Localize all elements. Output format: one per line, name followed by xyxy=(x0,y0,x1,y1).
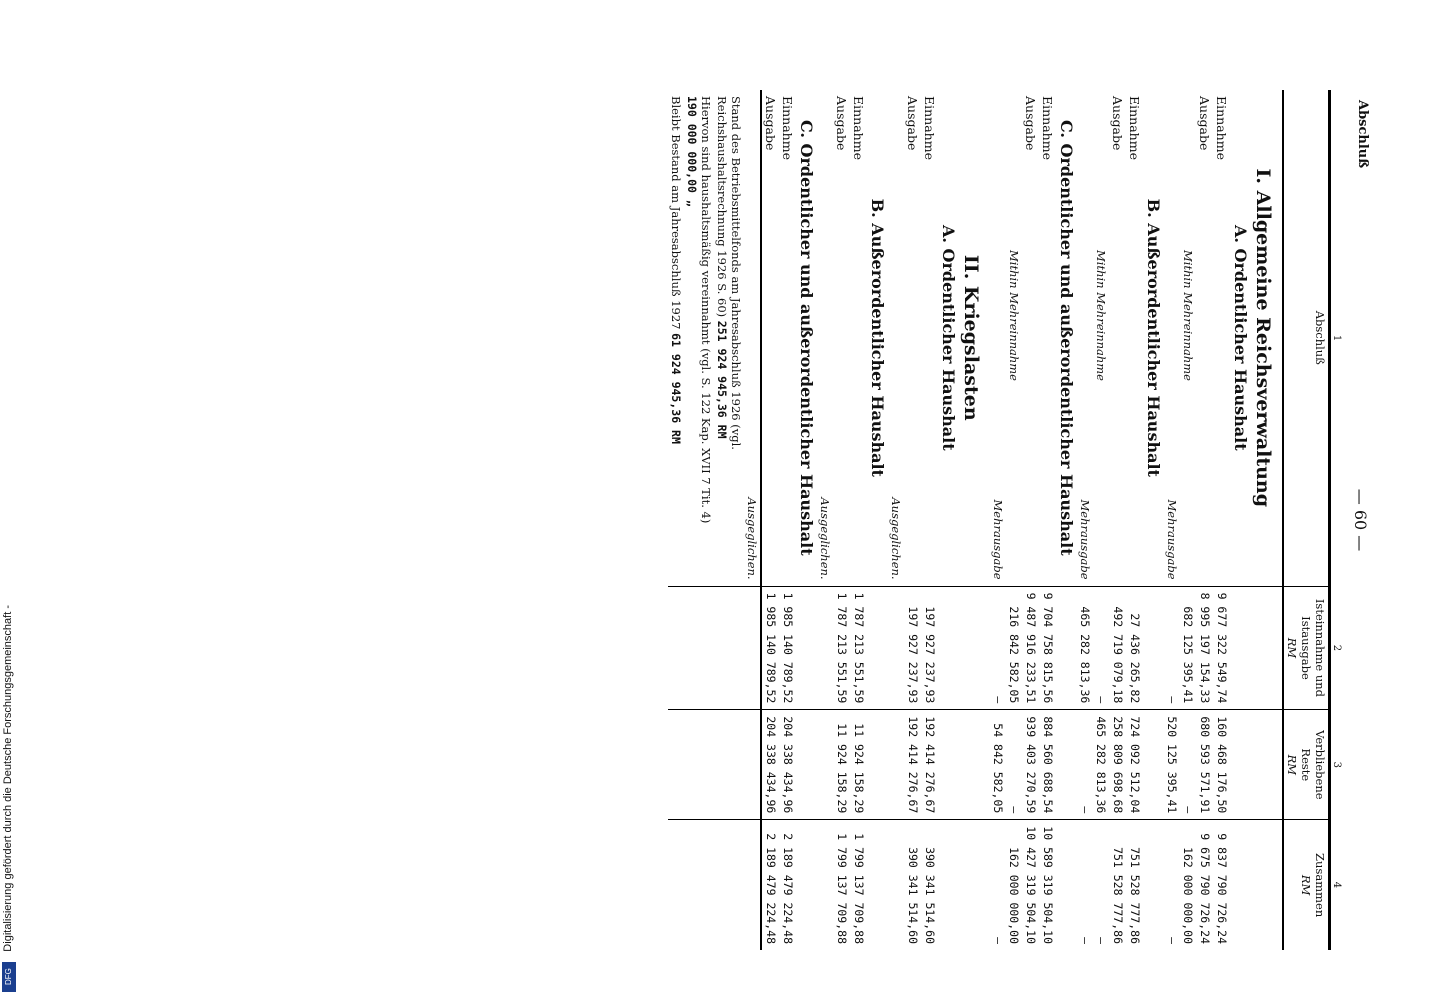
subsection-title: A. Ordentlicher Haushalt xyxy=(939,224,958,451)
table-row: Ausgabe 1 787 213 551,59 11 924 158,29 1 799 137 709,88 xyxy=(833,90,850,950)
col-header-zusammen: Zusammen RM xyxy=(1283,820,1330,950)
col-number-1: 1 xyxy=(1331,334,1342,342)
table-row: Mithin Mehreinnahme 216 842 582,05 — 162 000 000,00 xyxy=(1006,90,1022,950)
subsection-title: B. Außerordentlicher Haushalt xyxy=(1144,198,1163,477)
abschluss-table xyxy=(668,90,1342,950)
rotated-page xyxy=(124,90,1370,950)
table-row: Ausgabe 492 719 079,18 258 809 698,68 751 528 777,86 xyxy=(1109,90,1126,950)
dfg-logo: DFG xyxy=(2,962,16,992)
subsection-title: A. Ordentlicher Haushalt xyxy=(1231,224,1250,451)
balanced-note: Ausgeglichen. xyxy=(889,497,903,580)
section-title: I. Allgemeine Reichsverwaltung xyxy=(1252,168,1274,508)
footer-row: Stand des Betriebsmittelfonds am Jahresabschluß 1926 (vgl. Reichshaushaltsrechnung 1926 S. 60) 251 924 945,36 RM xyxy=(714,90,744,950)
table-row: Mehrausgabe — 54 842 582,05 — xyxy=(990,90,1006,950)
table-row: Einnahme 1 985 140 789,52 204 338 434,96 2 189 479 224,48 xyxy=(779,90,796,950)
page xyxy=(98,70,1390,970)
table-row: Einnahme 27 436 265,82 724 092 512,04 751 528 777,86 xyxy=(1126,90,1143,950)
balanced-note: Ausgeglichen. xyxy=(818,497,832,580)
col-header-abschluss: Abschluß xyxy=(1283,90,1330,586)
footer-row: Hiervon sind haushaltsmäßig vereinnahmt (vgl. S. 122 Kap. XVII 7 Tit. 4) 190 000 000,00 „ xyxy=(684,90,714,950)
col-number-4: 4 xyxy=(1331,881,1342,889)
table-row: Einnahme 9 704 758 815,56 884 560 688,54 10 589 319 504,10 xyxy=(1039,90,1056,950)
table-row: Ausgabe 9 487 916 233,51 939 403 270,59 10 427 319 504,10 xyxy=(1022,90,1039,950)
col-number-3: 3 xyxy=(1331,761,1342,769)
balanced-note: Ausgeglichen. xyxy=(745,497,759,580)
table-row: Einnahme 1 787 213 551,59 11 924 158,29 1 799 137 709,88 xyxy=(850,90,867,950)
col-header-ist: Isteinnahme und Istausgabe RM xyxy=(1283,586,1330,710)
table-row: Ausgabe 1 985 140 789,52 204 338 434,96 2 189 479 224,48 xyxy=(761,90,779,950)
table-row: Mithin Mehreinnahme 682 125 395,41 — 162 000 000,00 xyxy=(1180,90,1196,950)
running-title: Abschluß xyxy=(1355,100,1370,169)
subsection-title: C. Ordentlicher und außerordentlicher Haushalt xyxy=(797,119,816,556)
subsection-title: B. Außerordentlicher Haushalt xyxy=(868,198,887,477)
section-title: II. Kriegslasten xyxy=(960,254,982,421)
table-row: Ausgabe 197 927 237,93 192 414 276,67 390 341 514,60 xyxy=(904,90,921,950)
digitization-note xyxy=(0,0,20,1000)
digitization-text: Digitalisierung gefördert durch die Deutsche Forschungsgemeinschaft - xyxy=(2,605,14,952)
col-header-reste: Verbliebene Reste RM xyxy=(1283,710,1330,820)
table-row: Einnahme 197 927 237,93 192 414 276,67 390 341 514,60 xyxy=(921,90,938,950)
table-row: Ausgabe 8 995 197 154,33 680 593 571,91 9 675 790 726,24 xyxy=(1196,90,1213,950)
col-number-2: 2 xyxy=(1331,644,1342,652)
table-row: Mithin Mehreinnahme — 465 282 813,36 — xyxy=(1093,90,1109,950)
footer-row: Bleibt Bestand am Jahresabschluß 1927 61 924 945,36 RM xyxy=(668,90,684,950)
table-row: Einnahme 9 677 322 549,74 160 468 176,50 9 837 790 726,24 xyxy=(1213,90,1230,950)
table-row: Mehrausgabe 465 282 813,36 — — xyxy=(1077,90,1093,950)
subsection-title: C. Ordentlicher und außerordentlicher Haushalt xyxy=(1057,119,1076,556)
page-number: — 60 — xyxy=(1351,488,1370,552)
table-row: Mehrausgabe — 520 125 395,41 — xyxy=(1164,90,1180,950)
